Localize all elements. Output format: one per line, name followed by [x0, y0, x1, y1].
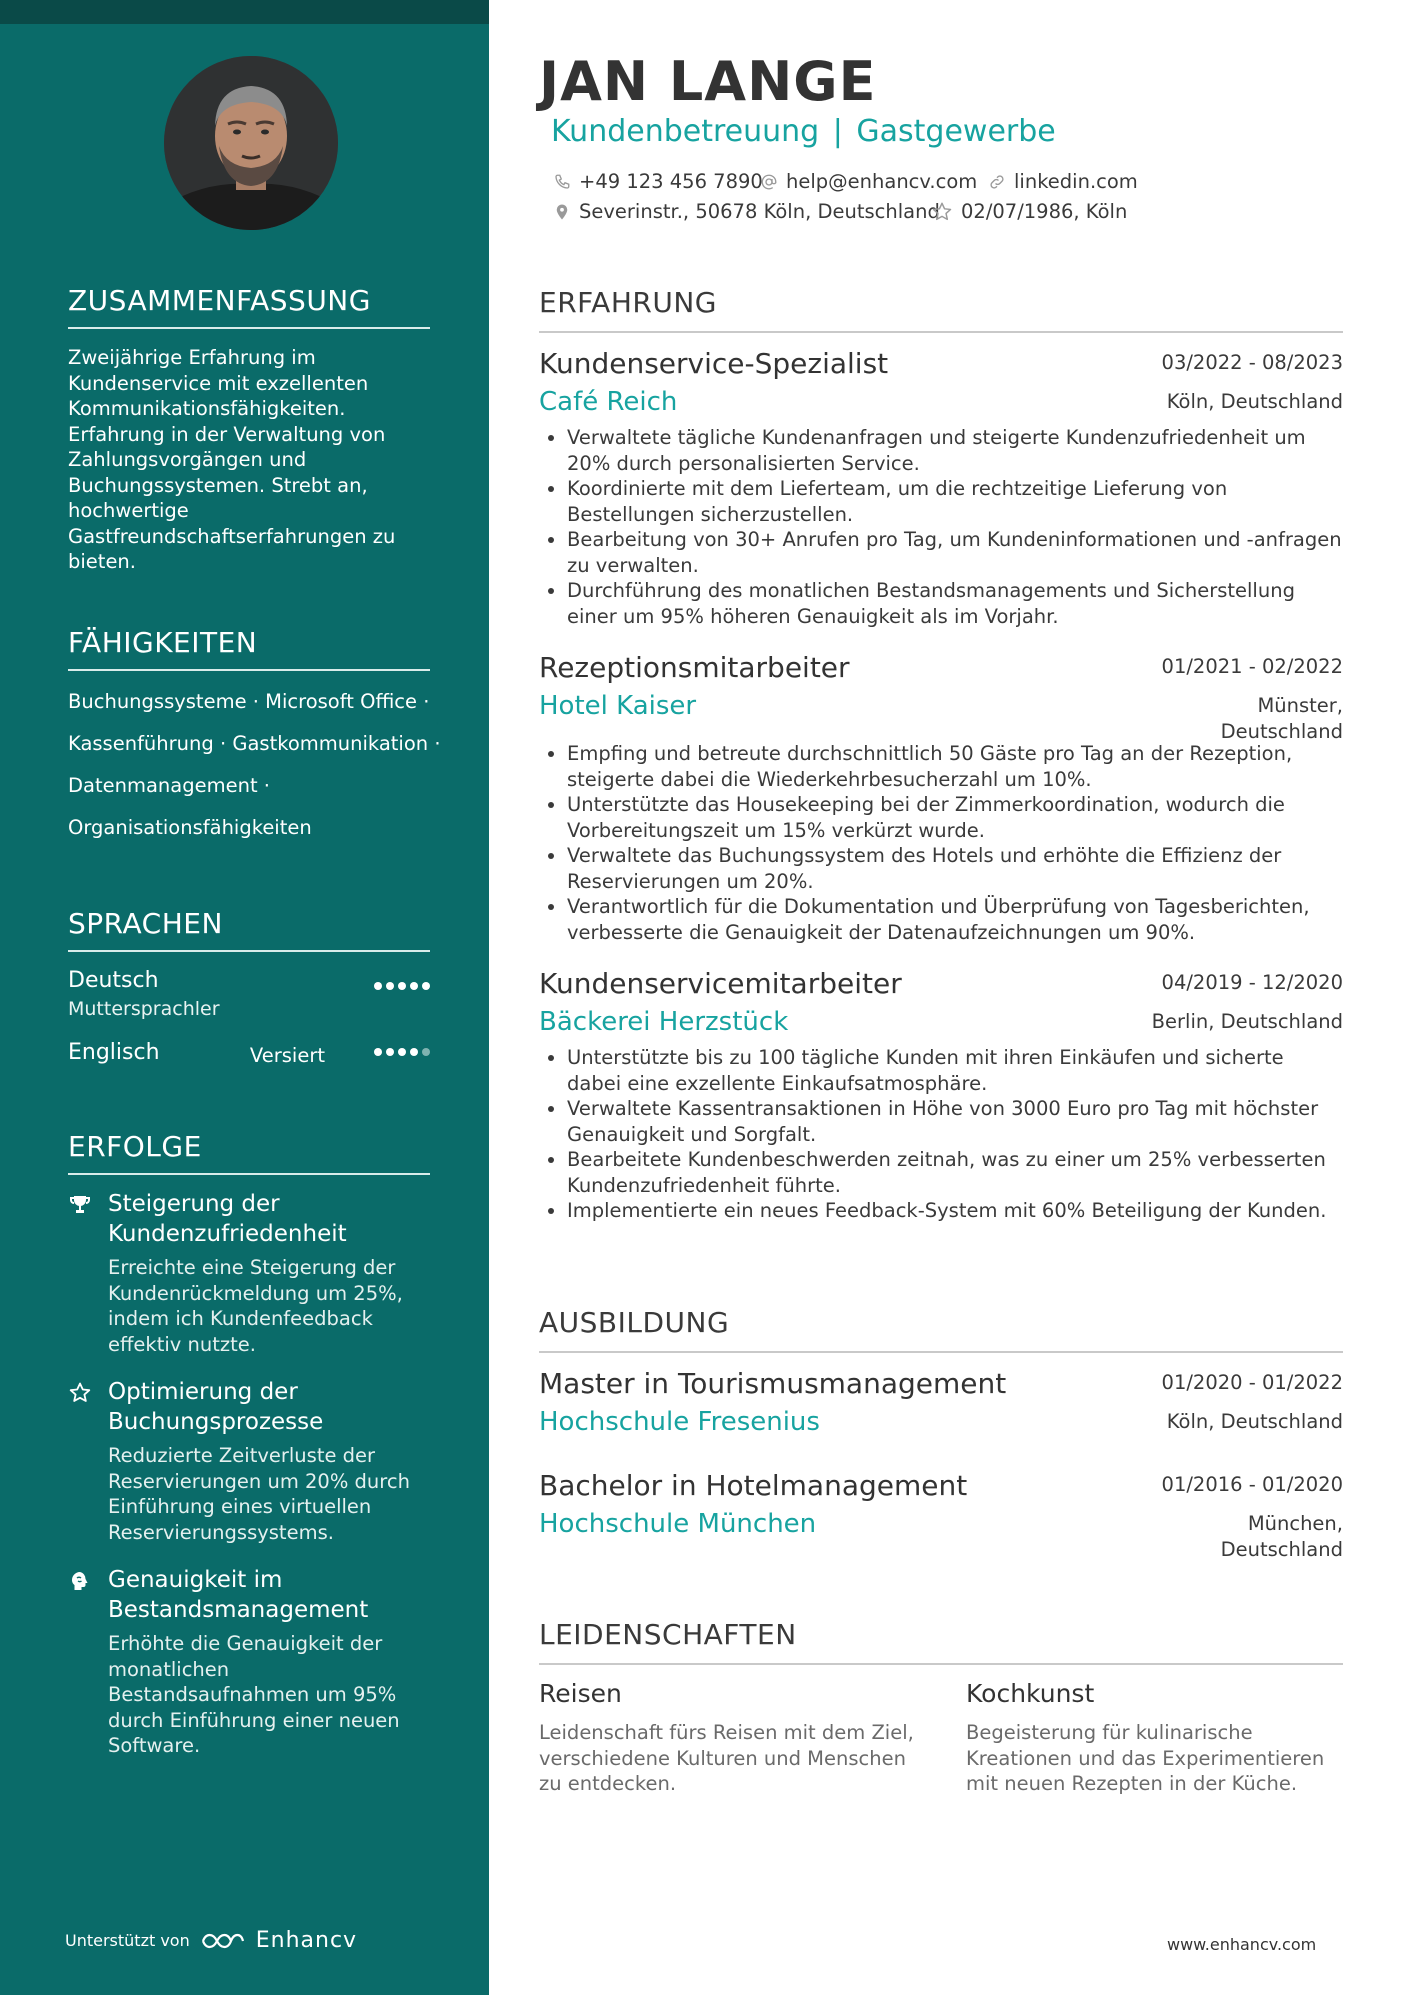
rating-dot: [410, 982, 418, 990]
job-bullet: Empfing und betreute durchschnittlich 50 Gäste pro Tag an der Rezeption, steigerte dabei die Wiederkehrbesucherzahl um 10%.: [539, 741, 1343, 792]
job-bullet: Implementierte ein neues Feedback-System mit 60% Beteiligung der Kunden.: [539, 1198, 1343, 1224]
job-title: Kundenservice-Spezialist: [539, 347, 889, 380]
job-location: Köln, Deutschland: [1166, 390, 1343, 413]
job-item: [539, 347, 1343, 629]
phone-icon: [553, 173, 571, 191]
language-rating: [374, 982, 430, 990]
title-separator: |: [832, 114, 843, 149]
passions-section: [539, 1618, 1343, 1797]
passion-title: Reisen: [539, 1679, 622, 1708]
school-name: Hochschule München: [539, 1509, 817, 1539]
candidate-title: [551, 114, 1056, 149]
languages-title: SPRACHEN: [68, 907, 430, 952]
achievement-title: Steigerung der Kundenzufriedenheit: [108, 1191, 347, 1247]
school-name: Hochschule Fresenius: [539, 1407, 820, 1437]
rating-dot: [398, 982, 406, 990]
rating-dot: [422, 1048, 430, 1056]
powered-by-label: Unterstützt von: [65, 1931, 190, 1950]
sidebar-top-band: [0, 0, 489, 24]
achievement-description: Erreichte eine Steigerung der Kundenrückmeldung um 25%, indem ich Kundenfeedback effektiv nutzte.: [108, 1256, 403, 1356]
education-date: 01/2016 - 01/2020: [1161, 1473, 1343, 1496]
job-bullets: [539, 1045, 1343, 1224]
sidebar: [0, 0, 489, 1995]
education-location: München, Deutschland: [1220, 1512, 1343, 1561]
job-location: Münster, Deutschland: [1220, 694, 1343, 743]
website-text[interactable]: linkedin.com: [1014, 170, 1138, 193]
link-icon: [988, 173, 1006, 191]
achievement-item: [68, 1565, 430, 1759]
job-bullet: Verantwortlich für die Dokumentation und Überprüfung von Tagesberichten, verbesserte die Genauigkeit der Datenaufzeichnungen um 90%.: [539, 894, 1343, 945]
trophy-icon: [68, 1193, 92, 1217]
passion-description: Begeisterung für kulinarische Kreationen und das Experimentieren mit neuen Rezepten in der Küche.: [966, 1721, 1325, 1795]
education-item: [539, 1469, 1343, 1559]
job-title: Rezeptionsmitarbeiter: [539, 651, 850, 684]
job-bullet: Bearbeitung von 30+ Anrufen pro Tag, um Kundeninformationen und -anfragen zu verwalten.: [539, 527, 1343, 578]
language-name: Deutsch: [68, 968, 159, 993]
language-proficiency: Versiert: [249, 1044, 325, 1067]
job-title: Kundenservicemitarbeiter: [539, 967, 902, 1000]
job-company: Café Reich: [539, 387, 678, 417]
achievement-description: Erhöhte die Genauigkeit der monatlichen Bestandsaufnahmen um 95% durch Einführung einer neuen Software.: [108, 1632, 400, 1757]
job-bullet: Bearbeitete Kundenbeschwerden zeitnah, was zu einer um 25% verbesserten Kundenzufriedenheit führte.: [539, 1147, 1343, 1198]
language-proficiency: Muttersprachler: [68, 998, 220, 1020]
degree-title: Bachelor in Hotelmanagement: [539, 1469, 968, 1502]
title-part-2: Gastgewerbe: [856, 114, 1056, 149]
skill-line: Datenmanagement ·: [68, 774, 270, 797]
skill-line: Organisationsfähigkeiten: [68, 816, 312, 839]
rating-dot: [374, 982, 382, 990]
job-bullet: Durchführung des monatlichen Bestandsmanagements und Sicherstellung einer um 95% höheren Genauigkeit als im Vorjahr.: [539, 578, 1343, 629]
experience-section: [539, 286, 1343, 1224]
achievement-title: Optimierung der Buchungsprozesse: [108, 1379, 324, 1435]
education-date: 01/2020 - 01/2022: [1161, 1371, 1343, 1394]
brain-icon: [68, 1569, 92, 1593]
achievement-item: [68, 1189, 430, 1357]
location-pin-icon: [553, 203, 571, 221]
job-item: [539, 651, 1343, 945]
job-bullet: Verwaltete das Buchungssystem des Hotels und erhöhte die Effizienz der Reservierungen um 20%.: [539, 843, 1343, 894]
education-item: [539, 1367, 1343, 1445]
address-text: Severinstr., 50678 Köln, Deutschland: [579, 200, 940, 223]
brand-name: Enhancv: [255, 1928, 358, 1953]
powered-by: [65, 1928, 357, 1953]
language-name: Englisch: [68, 1040, 160, 1065]
rating-dot: [422, 982, 430, 990]
education-section: [539, 1306, 1343, 1559]
job-location: Berlin, Deutschland: [1151, 1010, 1343, 1033]
star-icon: [68, 1381, 92, 1405]
at-icon: [760, 173, 778, 191]
passion-item: [539, 1679, 916, 1797]
job-item: [539, 967, 1343, 1224]
phone-text: +49 123 456 7890: [579, 170, 763, 193]
achievement-description: Reduzierte Zeitverluste der Reservierungen um 20% durch Einführung eines virtuellen Reservierungssystems.: [108, 1444, 410, 1544]
job-bullet: Koordinierte mit dem Lieferteam, um die rechtzeitige Lieferung von Bestellungen sicherzustellen.: [539, 476, 1343, 527]
skill-line: Buchungssysteme · Microsoft Office ·: [68, 690, 430, 713]
education-location: Köln, Deutschland: [1166, 1410, 1343, 1433]
degree-title: Master in Tourismusmanagement: [539, 1367, 1007, 1400]
job-date: 01/2021 - 02/2022: [1161, 655, 1343, 678]
summary-section: [68, 284, 430, 575]
achievement-item: [68, 1377, 430, 1545]
achievements-section: [68, 1130, 430, 1779]
language-item: [68, 1034, 430, 1096]
passion-title: Kochkunst: [966, 1679, 1095, 1708]
education-title: AUSBILDUNG: [539, 1306, 1343, 1353]
job-bullet: Verwaltete tägliche Kundenanfragen und steigerte Kundenzufriedenheit um 20% durch personalisierten Service.: [539, 425, 1343, 476]
contact-address: [553, 200, 940, 223]
languages-section: [68, 907, 430, 1096]
achievement-title: Genauigkeit im Bestandsmanagement: [108, 1567, 369, 1623]
passions-title: LEIDENSCHAFTEN: [539, 1618, 1343, 1665]
skills-section: [68, 626, 441, 849]
rating-dot: [410, 1048, 418, 1056]
job-bullets: [539, 425, 1343, 629]
experience-title: ERFAHRUNG: [539, 286, 1343, 333]
job-date: 03/2022 - 08/2023: [1161, 351, 1343, 374]
job-date: 04/2019 - 12/2020: [1161, 971, 1343, 994]
summary-text: Zweijährige Erfahrung im Kundenservice mit exzellenten Kommunikationsfähigkeiten. Erfahrung in der Verwaltung von Zahlungsvorgängen und Buchungssystemen. Strebt an, hochwertige Gastfreundschaftserfahrungen zu bieten.: [68, 346, 396, 573]
contact-email[interactable]: [760, 170, 977, 193]
email-text[interactable]: help@enhancv.com: [786, 170, 978, 193]
title-part-1: Kundenbetreuung: [551, 114, 820, 149]
candidate-name: JAN LANGE: [539, 50, 877, 113]
footer-url[interactable]: www.enhancv.com: [1167, 1935, 1317, 1954]
language-item: [68, 968, 430, 1030]
enhancv-logo-icon: [200, 1929, 246, 1953]
job-company: Hotel Kaiser: [539, 691, 697, 721]
summary-title: ZUSAMMENFASSUNG: [68, 284, 430, 329]
job-bullet: Verwaltete Kassentransaktionen in Höhe von 3000 Euro pro Tag mit höchster Genauigkeit und Sorgfalt.: [539, 1096, 1343, 1147]
avatar: [164, 56, 338, 230]
contact-website[interactable]: [988, 170, 1138, 193]
star-icon: [931, 201, 953, 223]
passion-item: [966, 1679, 1343, 1797]
skills-title: FÄHIGKEITEN: [68, 626, 430, 671]
rating-dot: [374, 1048, 382, 1056]
job-bullets: [539, 741, 1343, 945]
skills-list: [68, 681, 441, 849]
job-bullet: Unterstützte das Housekeeping bei der Zimmerkoordination, wodurch die Vorbereitungszeit um 15% verkürzt wurde.: [539, 792, 1343, 843]
skill-line: Kassenführung · Gastkommunikation ·: [68, 732, 441, 755]
job-company: Bäckerei Herzstück: [539, 1007, 789, 1037]
language-rating: [374, 1048, 430, 1056]
achievements-title: ERFOLGE: [68, 1130, 430, 1175]
passion-description: Leidenschaft fürs Reisen mit dem Ziel, verschiedene Kulturen und Menschen zu entdecken.: [539, 1721, 914, 1795]
contact-birth: [931, 200, 1127, 223]
contact-phone: [553, 170, 763, 193]
avatar-photo: [164, 56, 338, 230]
job-bullet: Unterstützte bis zu 100 tägliche Kunden mit ihren Einkäufen und sicherte dabei eine exzellente Einkaufsatmosphäre.: [539, 1045, 1343, 1096]
rating-dot: [386, 982, 394, 990]
birth-text: 02/07/1986, Köln: [961, 200, 1128, 223]
rating-dot: [398, 1048, 406, 1056]
rating-dot: [386, 1048, 394, 1056]
